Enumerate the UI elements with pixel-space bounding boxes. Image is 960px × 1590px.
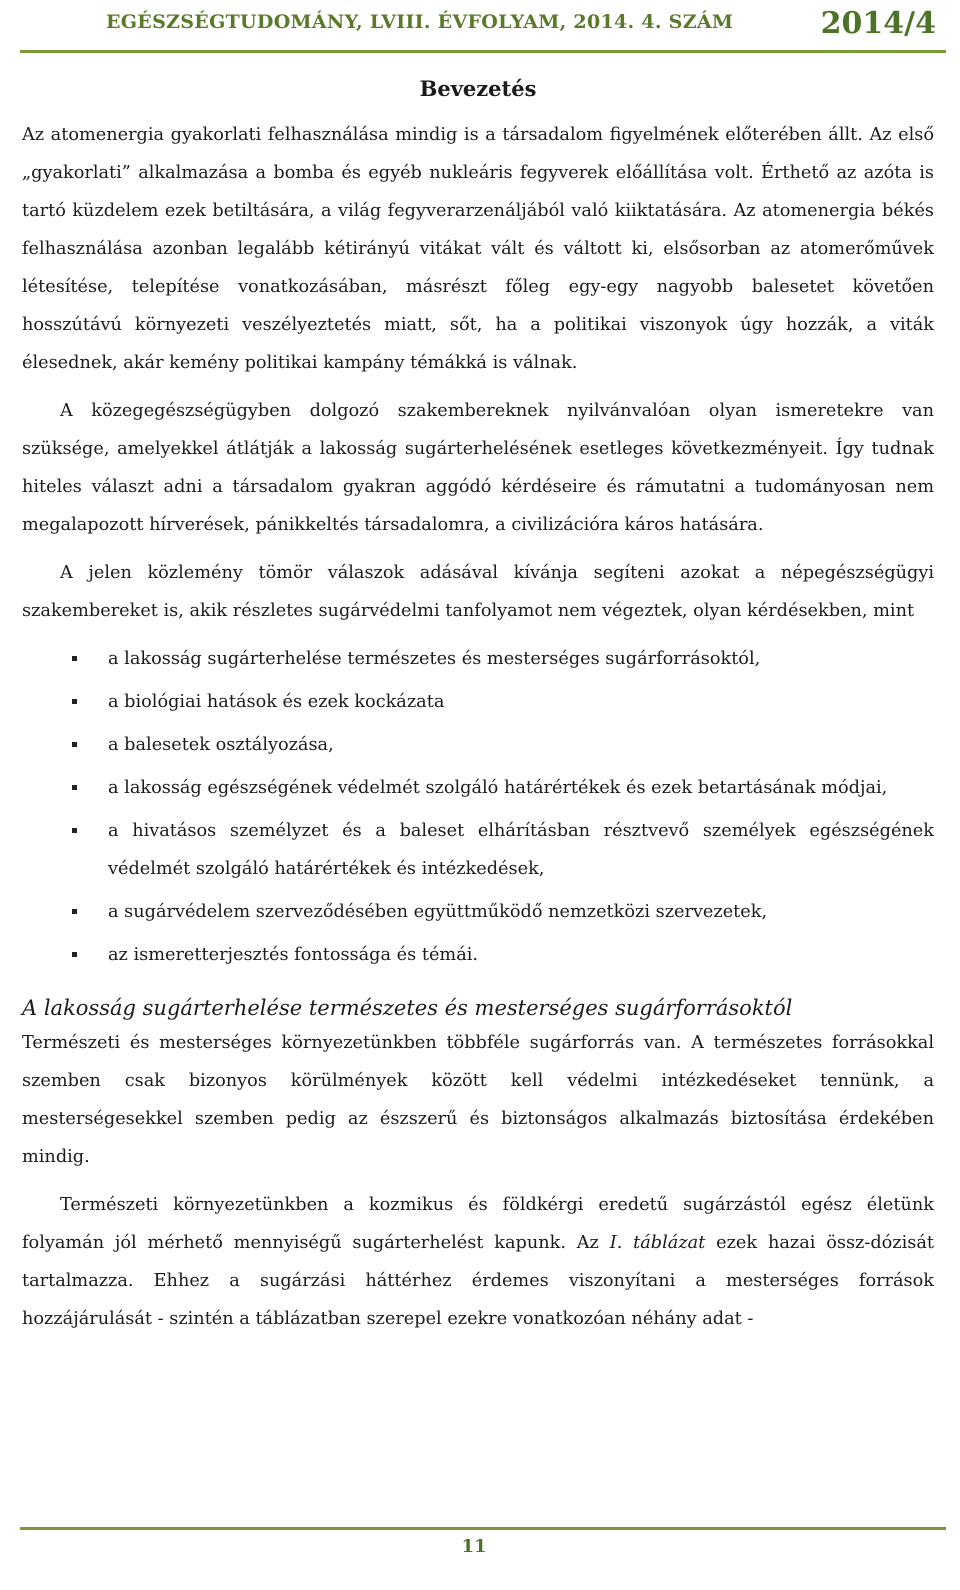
bullet-square-icon [72, 828, 77, 833]
list-item: a balesetek osztályozása, [22, 726, 934, 764]
bullet-square-icon [72, 952, 77, 957]
intro-paragraph-2: A közegegészségügyben dolgozó szakembereknek nyilvánvalóan olyan ismeretekre van szüksége, amelyekkel átlátják a lakosság sugárterhelésének esetleges következményeit. Így tudnak hiteles választ adni a társadalom gyakran aggódó kérdéseire és rámutatni a tudományosan nem megalapozott hírverések, pánikkeltés társadalomra, a civilizációra káros hatására. [22, 401, 934, 535]
intro-paragraph-3: A jelen közlemény tömör válaszok adásával kívánja segíteni azokat a népegészségügyi szakembereket is, akik részletes sugárvédelmi tanfolyamot nem végeztek, olyan kérdésekben, mint [22, 563, 934, 621]
journal-title: EGÉSZSÉGTUDOMÁNY, LVIII. ÉVFOLYAM, 2014. 4. SZÁM [106, 11, 734, 33]
section-title: Bevezetés [419, 76, 537, 101]
bullet-square-icon [72, 699, 77, 704]
subsection-title: A lakosság sugárterhelése természetes és mesterséges sugárforrásoktól [22, 996, 793, 1020]
list-item: az ismeretterjesztés fontossága és témái. [22, 936, 934, 974]
bullet-square-icon [72, 909, 77, 914]
header-divider [20, 50, 946, 53]
bullet-square-icon [72, 656, 77, 661]
list-item: a hivatásos személyzet és a baleset elhárításban résztvevő személyek egészségének védelmét szolgáló határértékek és intézkedések, [22, 812, 934, 888]
list-item: a sugárvédelem szerveződésében együttműködő nemzetközi szervezetek, [22, 893, 934, 931]
issue-label: 2014/4 [820, 6, 936, 41]
list-item: a lakosság sugárterhelése természetes és mesterséges sugárforrásoktól, [22, 640, 934, 678]
footer-divider [20, 1527, 946, 1530]
page-number: 11 [461, 1536, 487, 1557]
subsection-paragraph-1: Természeti és mesterséges környezetünkben többféle sugárforrás van. A természetes forrásokkal szemben csak bizonyos körülmények között kell védelmi intézkedéseket tennünk, a mesterségesekkel szemben pedig az észszerű és biztonságos alkalmazás biztosítása érdekében mindig. [22, 1033, 934, 1167]
bullet-square-icon [72, 742, 77, 747]
page-header [0, 0, 960, 50]
list-item: a biológiai hatások és ezek kockázata [22, 683, 934, 721]
bullet-square-icon [72, 785, 77, 790]
subsection-paragraph-2: Természeti környezetünkben a kozmikus és földkérgi eredetű sugárzástól egész életünk folyamán jól mérhető mennyiségű sugárterhelést kapunk. Az I. táblázat ezek hazai össz-dózisát tartalmazza. Ehhez a sugárzási háttérhez érdemes viszonyítani a mesterséges források hozzájárulását - szintén a táblázatban szerepel ezekre vonatkozóan néhány adat - [22, 1195, 934, 1329]
list-item: a lakosság egészségének védelmét szolgáló határértékek és ezek betartásának módjai, [22, 769, 934, 807]
topic-list [22, 640, 934, 974]
table-reference-link: I. táblázat [609, 1233, 706, 1253]
article-body [22, 74, 934, 1338]
intro-paragraph-1: Az atomenergia gyakorlati felhasználása mindig is a társadalom figyelmének előterében állt. Az első „gyakorlati” alkalmazása a bomba és egyéb nukleáris fegyverek előállítása volt. Érthető az azóta is tartó küzdelem ezek betiltására, a világ fegyverarzenáljából való kiiktatására. Az atomenergia békés felhasználása azonban legalább kétirányú vitákat vált és váltott ki, elsősorban az atomerőművek létesítése, telepítése vonatkozásában, másrészt főleg egy-egy nagyobb balesetet követően hosszútávú környezeti veszélyeztetés miatt, sőt, ha a politikai viszonyok úgy hozzák, a viták élesednek, akár kemény politikai kampány témákká is válnak. [22, 125, 934, 373]
